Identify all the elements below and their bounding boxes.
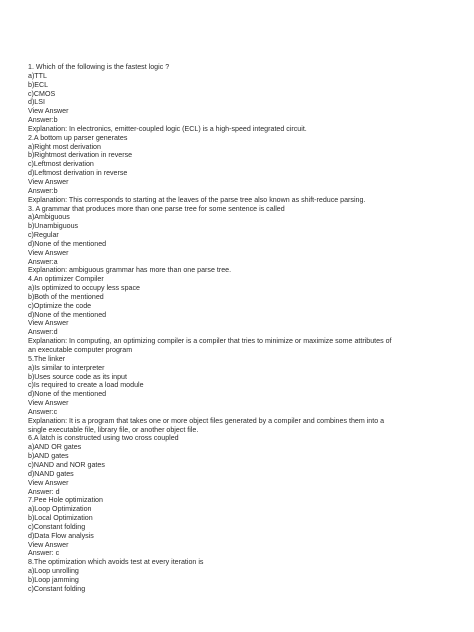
text-line: d)Data Flow analysis — [28, 531, 94, 540]
text-line: c)Regular — [28, 231, 59, 240]
text-line: 1. Which of the following is the fastest logic ? — [28, 63, 170, 71]
text-line: c)Constant folding — [28, 584, 86, 593]
text-line: a)Right most derivation — [28, 142, 101, 151]
text-line: Explanation: In computing, an optimizing compiler is a compiler that tries to minimize or maximize some attributes of — [28, 337, 392, 346]
text-line: 2.A bottom up parser generates — [28, 133, 128, 142]
text-line: Answer:d — [28, 328, 58, 337]
text-line: a)Loop unrolling — [28, 567, 79, 576]
text-line: Answer:b — [28, 116, 58, 125]
text-line: c)NAND and NOR gates — [28, 460, 105, 469]
text-line: View Answer — [28, 107, 69, 116]
text-line: Answer:a — [28, 257, 58, 266]
text-line: b)Both of the mentioned — [28, 292, 104, 301]
text-line: a)Loop Optimization — [28, 505, 92, 514]
text-line: c)Constant folding — [28, 522, 86, 531]
text-line: b)Rightmost derivation in reverse — [28, 151, 133, 160]
text-line: a)AND OR gates — [28, 443, 82, 452]
text-line: 5.The linker — [28, 354, 66, 363]
text-line: b)Loop jamming — [28, 575, 79, 584]
text-line: View Answer — [28, 540, 69, 549]
text-line: 6.A latch is constructed using two cross coupled — [28, 434, 179, 443]
text-line: a)Ambiguous — [28, 213, 70, 222]
text-line: c)Leftmost derivation — [28, 160, 94, 169]
text-line: c)Is required to create a load module — [28, 381, 144, 390]
text-line: d)LSI — [28, 98, 45, 107]
text-line: a)Is optimized to occupy less space — [28, 284, 140, 293]
text-line: d)None of the mentioned — [28, 239, 107, 248]
text-line: a)Is similar to interpreter — [28, 363, 105, 372]
text-line: c)Optimize the code — [28, 301, 92, 310]
text-line: Answer: d — [28, 487, 60, 496]
text-line: c)CMOS — [28, 89, 56, 98]
text-line: Answer:b — [28, 186, 58, 195]
text-line: b)ECL — [28, 80, 49, 89]
text-line: Explanation: It is a program that takes one or more object files generated by a compiler and combines them into a — [28, 416, 385, 425]
text-line: d)NAND gates — [28, 469, 74, 478]
text-line: 7.Pee Hole optimization — [28, 496, 103, 505]
text-line: d)Leftmost derivation in reverse — [28, 169, 128, 178]
text-line: Answer:c — [28, 407, 58, 416]
text-line: Explanation: In electronics, emitter-coupled logic (ECL) is a high-speed integrated circuit. — [28, 124, 307, 133]
text-line: Explanation: This corresponds to starting at the leaves of the parse tree also known as shift-reduce parsing. — [28, 195, 366, 204]
text-line: b)Unambiguous — [28, 222, 79, 231]
text-line: Explanation: ambiguous grammar has more than one parse tree. — [28, 266, 232, 275]
text-line: View Answer — [28, 319, 69, 328]
text-line: d)None of the mentioned — [28, 310, 107, 319]
text-line: View Answer — [28, 248, 69, 257]
text-line: single executable file, library file, or another object file. — [28, 425, 199, 434]
document-body — [28, 63, 453, 594]
text-line: 4.An optimizer Compiler — [28, 275, 104, 284]
text-line: an executable computer program — [28, 346, 133, 354]
text-line: 8.The optimization which avoids test at every iteration is — [28, 558, 204, 567]
text-line: Answer: c — [28, 549, 60, 558]
text-line: 3. A grammar that produces more than one parse tree for some sentence is called — [28, 204, 285, 213]
text-line: b)AND gates — [28, 452, 69, 461]
text-line: a)TTL — [28, 71, 47, 80]
text-line: View Answer — [28, 399, 69, 408]
text-line: View Answer — [28, 478, 69, 487]
text-line: b)Local Optimization — [28, 514, 93, 523]
text-line: d)None of the mentioned — [28, 390, 107, 399]
text-line: View Answer — [28, 177, 69, 186]
text-line: b)Uses source code as its input — [28, 372, 127, 381]
